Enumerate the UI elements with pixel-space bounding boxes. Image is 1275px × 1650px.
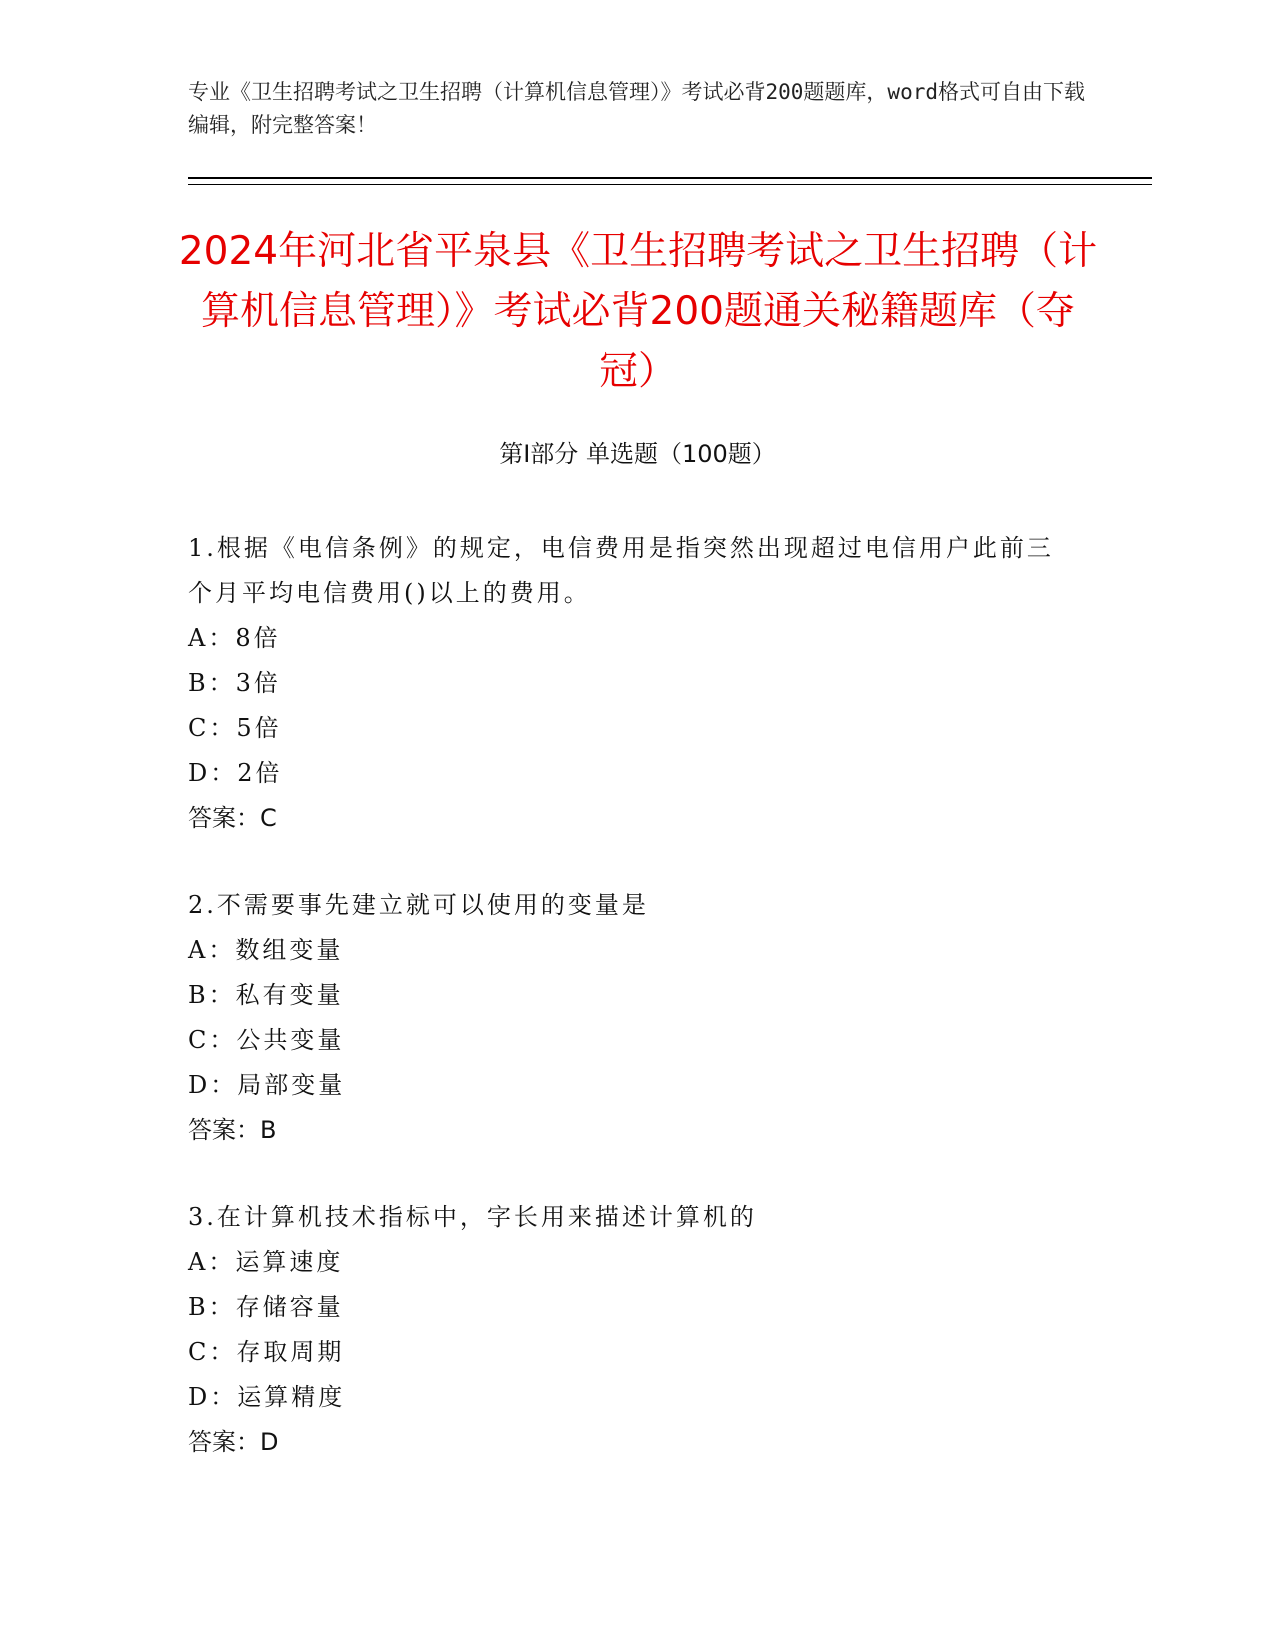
option-a: A：运算速度	[188, 1248, 344, 1276]
question-stem: 1.根据《电信条例》的规定，电信费用是指突然出现超过电信用户此前三个月平均电信费用()以上的费用。	[188, 534, 1054, 607]
document-title: 2024年河北省平泉县《卫生招聘考试之卫生招聘（计算机信息管理）》考试必背200题通关秘籍题库（夺冠）	[178, 229, 1098, 394]
header-note: 专业《卫生招聘考试之卫生招聘（计算机信息管理）》考试必背200题题库，word格式可自由下载编辑，附完整答案！	[188, 80, 1085, 137]
option-c: C：5倍	[188, 714, 282, 742]
answer-line: 答案：B	[188, 1116, 277, 1144]
option-a: A：8倍	[188, 624, 281, 652]
option-b: B：存储容量	[188, 1293, 344, 1321]
answer-line: 答案：C	[188, 804, 277, 832]
question-item	[188, 1195, 1068, 1465]
question-item	[188, 883, 1068, 1153]
question-stem: 2.不需要事先建立就可以使用的变量是	[188, 891, 649, 919]
option-a: A：数组变量	[188, 936, 344, 964]
option-b: B：私有变量	[188, 981, 344, 1009]
option-c: C：存取周期	[188, 1338, 345, 1366]
header-rule	[188, 177, 1152, 179]
answer-line: 答案：D	[188, 1428, 279, 1456]
option-d: D：2倍	[188, 759, 283, 787]
question-item	[188, 526, 1068, 841]
question-stem: 3.在计算机技术指标中，字长用来描述计算机的	[188, 1203, 757, 1231]
question-list	[188, 526, 1068, 1507]
option-c: C：公共变量	[188, 1026, 345, 1054]
option-b: B：3倍	[188, 669, 281, 697]
header-rule-thin	[188, 184, 1152, 185]
section-heading: 第Ⅰ部分 单选题（100题）	[499, 440, 776, 468]
option-d: D：运算精度	[188, 1383, 346, 1411]
option-d: D：局部变量	[188, 1071, 346, 1099]
